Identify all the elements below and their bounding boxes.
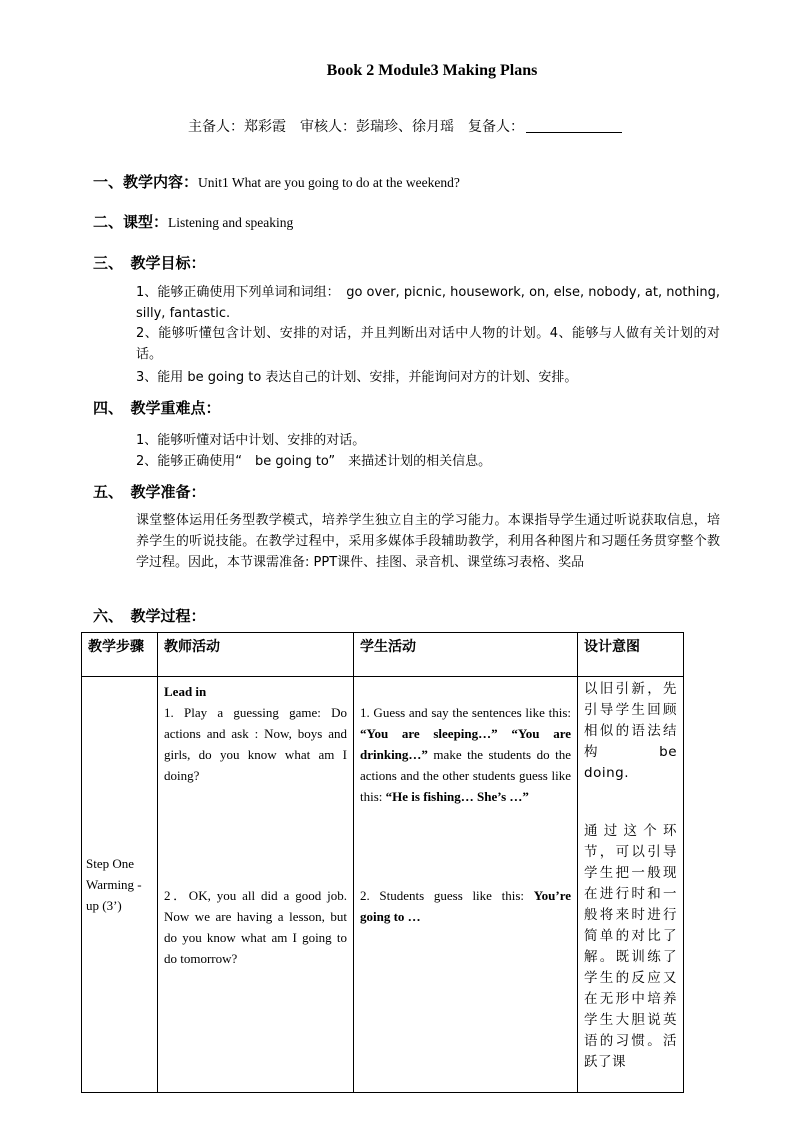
header-step: 教学步骤 <box>82 633 158 677</box>
goal-1: 1、能够正确使用下列单词和词组： go over, picnic, housework, on, else, nobody, at, nothing, silly, fantastic. <box>136 285 720 321</box>
student-activity-2 <box>360 885 571 927</box>
table-row <box>82 677 684 1093</box>
header-teacher: 教师活动 <box>158 633 354 677</box>
student-activity-1-text-2: make the students do the actions and the other students guess like this: <box>360 747 571 804</box>
difficulty-1: 1、能够听懂对话中计划、安排的对话。 <box>136 433 366 448</box>
header-student: 学生活动 <box>354 633 578 677</box>
student-activity-1-example-2: “He is fishing… She’s …” <box>385 789 529 804</box>
section-content-value: Unit1 What are you going to do at the weekend? <box>198 175 460 190</box>
student-activity-2-example: You’re going to … <box>360 888 571 924</box>
document-title: Book 2 Module3 Making Plans <box>326 62 538 79</box>
section-process-heading: 六、 教学过程： <box>93 607 206 625</box>
student-activity-cell <box>354 677 578 1093</box>
teacher-activity-1: 1. Play a guessing game: Do actions and ask : Now, boys and girls, do you know what am I doing? <box>164 705 347 783</box>
process-table <box>81 632 684 1093</box>
section-type <box>93 211 293 232</box>
preparers-line <box>188 116 622 136</box>
preparation-text: 课堂整体运用任务型教学模式，培养学生独立自主的学习能力。本课指导学生通过听说获取信息，培养学生的听说技能。在教学过程中，采用多媒体手段辅助教学，利用各种图片和习题任务贯穿整个教学过程。因此，本节课需准备: PPT课件、挂图、录音机、课堂练习表格、奖品 <box>136 513 720 570</box>
section-preparation-heading: 五、 教学准备： <box>93 483 206 501</box>
goal-2: 2、能够听懂包含计划、安排的对话，并且判断出对话中人物的计划。4、能够与人做有关计划的对话。 <box>136 326 720 362</box>
section-type-label: 二、课型： <box>93 213 169 231</box>
section-goals-heading: 三、 教学目标： <box>93 254 206 272</box>
section-content <box>93 171 460 192</box>
student-activity-1-text: 1. Guess and say the sentences like this: <box>360 705 571 720</box>
table-header-row <box>82 633 684 677</box>
section-content-label: 一、教学内容： <box>93 173 199 191</box>
teacher-activity-cell <box>158 677 354 1093</box>
design-intent-1: 以旧引新，先引导学生回顾相似的语法结构 be doing. <box>584 681 677 781</box>
student-activity-2-text: 2. Students guess like this: <box>360 888 534 903</box>
header-intent: 设计意图 <box>578 633 684 677</box>
step-label: Step One Warming -up (3’) <box>86 856 142 913</box>
design-intent-cell <box>578 677 684 1093</box>
student-activity-1 <box>360 702 571 807</box>
lead-in-label: Lead in <box>164 684 207 699</box>
design-intent-2: 通过这个环节，可以引导学生把一般现在进行时和一般将来时进行简单的对比了解。既训练了学生的反应又在无形中培养学生大胆说英语的习惯。活跃了课 <box>584 823 677 1070</box>
preparers-text: 主备人：郑彩霞 审核人：彭瑞珍、徐月瑶 复备人： <box>188 119 524 135</box>
teacher-activity-2: 2．OK, you all did a good job. Now we are having a lesson, but do you know what am I going to do tomorrow? <box>164 888 347 966</box>
section-type-value: Listening and speaking <box>168 215 294 230</box>
co-preparer-blank <box>526 118 622 133</box>
goal-3: 3、能用 be going to 表达自己的计划、安排，并能询问对方的计划、安排。 <box>136 370 578 385</box>
student-activity-1-example: “You are sleeping…” “You are drinking…” <box>360 726 571 762</box>
section-difficulties-heading: 四、 教学重难点： <box>93 399 221 417</box>
step-cell <box>82 677 158 1093</box>
difficulty-2: 2、能够正确使用“ be going to” 来描述计划的相关信息。 <box>136 454 492 469</box>
